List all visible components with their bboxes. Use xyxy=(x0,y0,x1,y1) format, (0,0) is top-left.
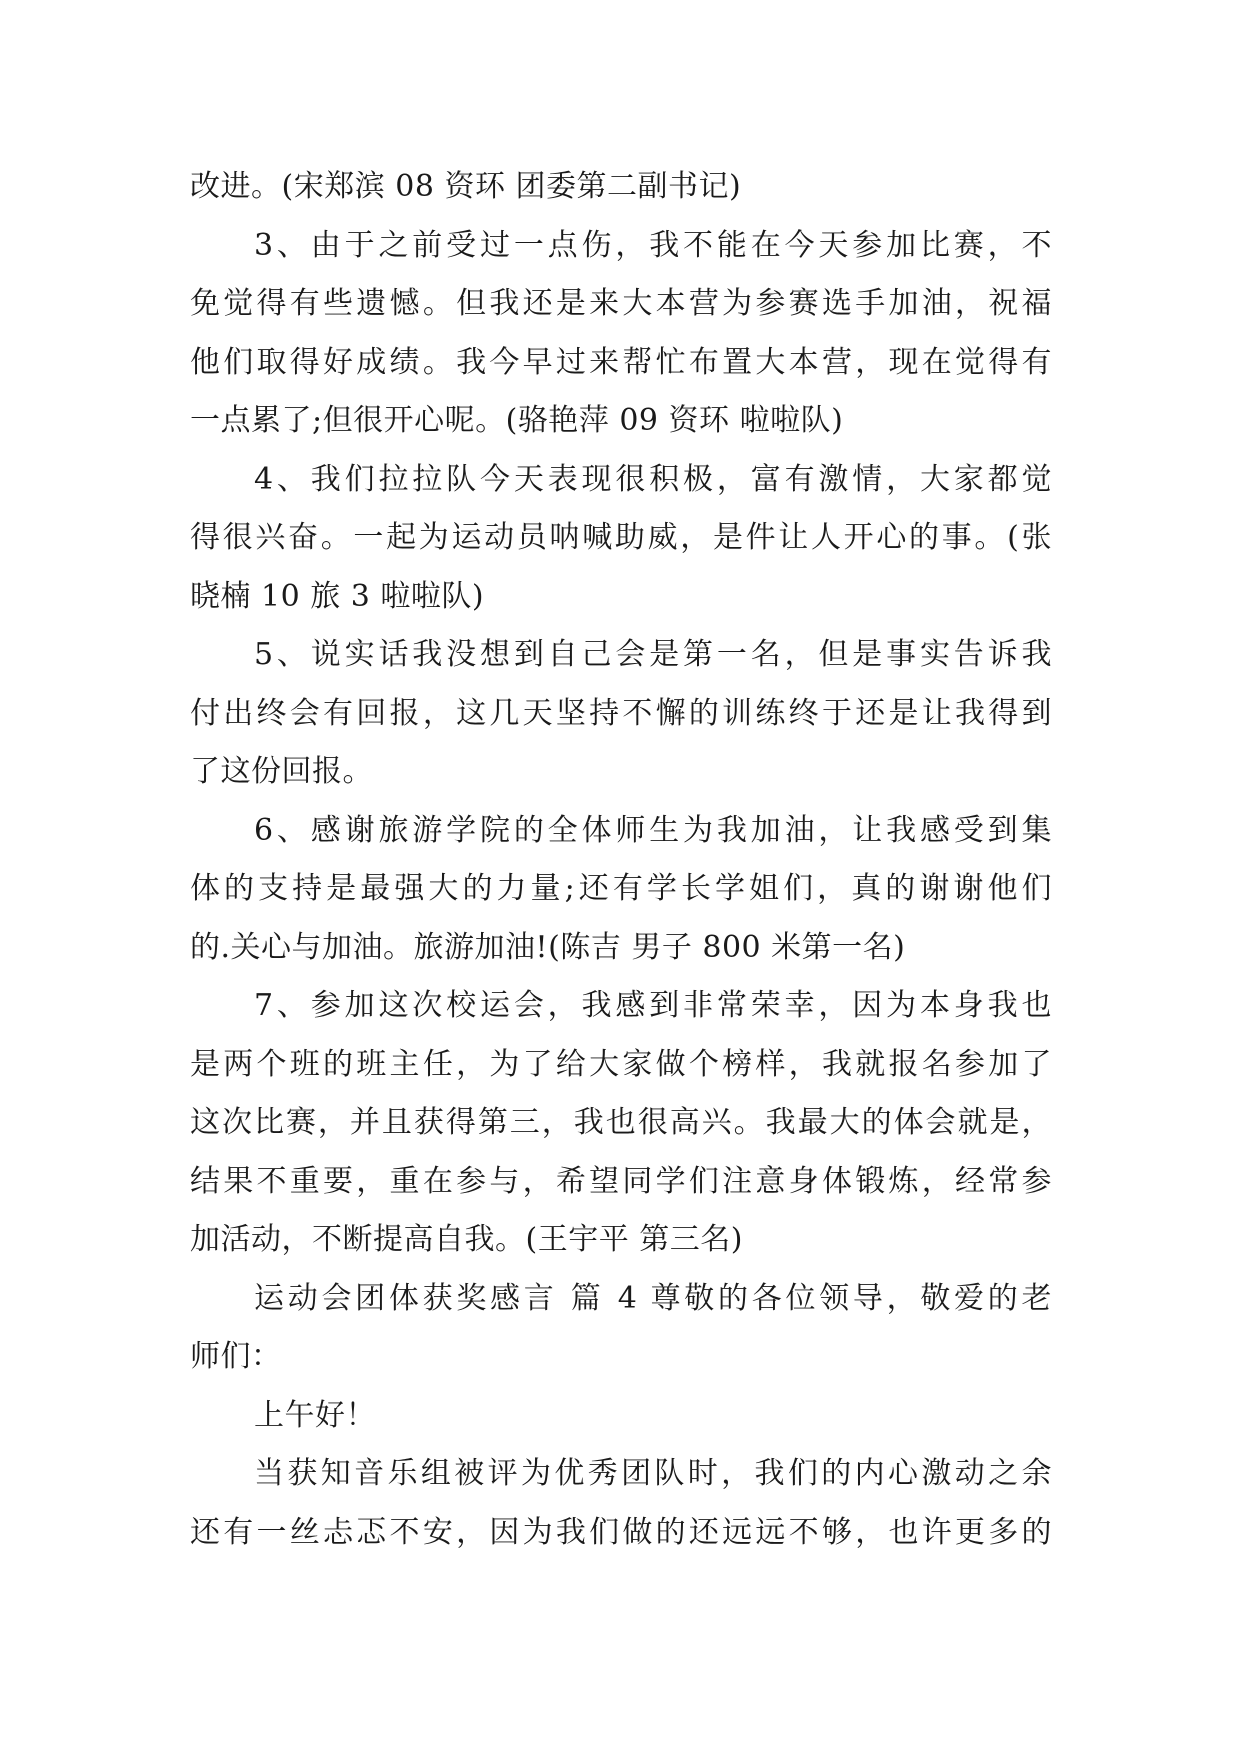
text-line: 的.关心与加油。旅游加油!(陈吉 男子 800 米第一名) xyxy=(190,929,906,965)
text-line: 加活动，不断提高自我。(王宇平 第三名) xyxy=(190,1222,743,1257)
text-line: 5、说实话我没想到自己会是第一名，但是事实告诉我 xyxy=(254,637,1052,672)
text-line: 一点累了;但很开心呢。(骆艳萍 09 资环 啦啦队) xyxy=(190,403,844,438)
text-line: 运动会团体获奖感言 篇 4 尊敬的各位领导，敬爱的老 xyxy=(254,1280,1052,1316)
document-page xyxy=(190,158,1052,1562)
text-line: 免觉得有些遗憾。但我还是来大本营为参赛选手加油，祝福 xyxy=(190,286,1052,321)
text-line: 6、感谢旅游学院的全体师生为我加油，让我感受到集 xyxy=(254,812,1052,848)
text-line: 体的支持是最强大的力量;还有学长学姐们，真的谢谢他们 xyxy=(190,871,1052,906)
text-line: 师们： xyxy=(190,1339,282,1374)
text-line: 还有一丝忐忑不安，因为我们做的还远远不够，也许更多的 xyxy=(190,1514,1052,1550)
text-line: 4、我们拉拉队今天表现很积极，富有激情，大家都觉 xyxy=(254,461,1052,497)
text-line: 得很兴奋。一起为运动员呐喊助威，是件让人开心的事。(张 xyxy=(190,520,1052,555)
text-line: 付出终会有回报，这几天坚持不懈的训练终于还是让我得到 xyxy=(190,695,1052,731)
text-line: 当获知音乐组被评为优秀团队时，我们的内心激动之余 xyxy=(254,1456,1052,1491)
text-line: 这次比赛，并且获得第三，我也很高兴。我最大的体会就是， xyxy=(190,1105,1052,1140)
text-line: 3、由于之前受过一点伤，我不能在今天参加比赛，不 xyxy=(254,227,1052,263)
text-line: 上午好！ xyxy=(254,1397,376,1433)
text-line: 结果不重要，重在参与，希望同学们注意身体锻炼，经常参 xyxy=(190,1163,1052,1199)
text-line: 晓楠 10 旅 3 啦啦队) xyxy=(190,578,485,614)
text-line: 了这份回报。 xyxy=(190,754,373,789)
text-line: 他们取得好成绩。我今早过来帮忙布置大本营，现在觉得有 xyxy=(190,344,1052,380)
text-line: 7、参加这次校运会，我感到非常荣幸，因为本身我也 xyxy=(254,988,1052,1023)
text-line: 改进。(宋郑滨 08 资环 团委第二副书记) xyxy=(190,169,742,204)
text-line: 是两个班的班主任，为了给大家做个榜样，我就报名参加了 xyxy=(190,1046,1052,1082)
